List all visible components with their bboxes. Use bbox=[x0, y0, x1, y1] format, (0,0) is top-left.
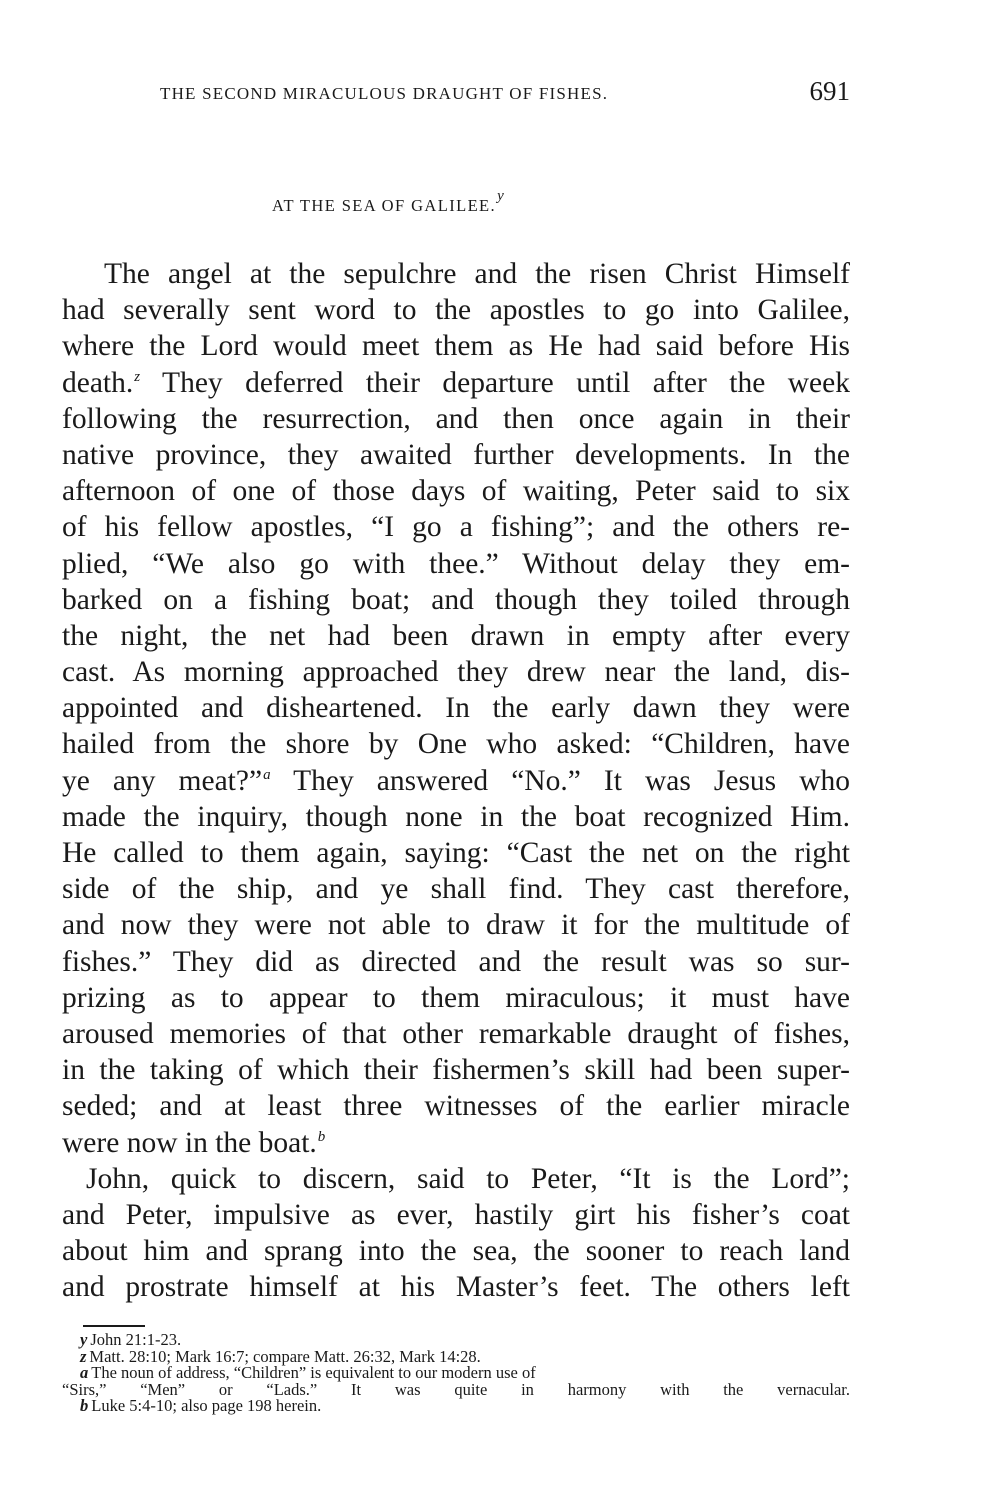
body-line: He called to them again, saying: “Cast the net on the right bbox=[62, 837, 850, 869]
running-head bbox=[160, 76, 850, 110]
running-title: THE SECOND MIRACULOUS DRAUGHT OF FISHES. bbox=[160, 84, 609, 103]
body-line: appointed and disheartened. In the early dawn they were bbox=[62, 692, 850, 725]
footnote-text: “Sirs,” “Men” or “Lads.” It was quite in harmony with the vernacular. bbox=[62, 1379, 850, 1399]
body-line: made the inquiry, though none in the boat recognized Him. bbox=[62, 800, 850, 833]
body-line: hailed from the shore by One who asked: “Children, have bbox=[62, 728, 850, 761]
footnote-mark: z bbox=[80, 1346, 87, 1366]
body-line: native province, they awaited further developments. In the bbox=[62, 438, 850, 471]
body-line bbox=[62, 1125, 850, 1161]
body-line: fishes.” They did as directed and the result was so sur- bbox=[62, 945, 850, 978]
paragraph-1 bbox=[62, 256, 850, 1161]
body-line bbox=[62, 763, 850, 799]
body-line-start: ye any meat?” bbox=[62, 764, 263, 797]
body-line: had severally sent word to the apostles to go into Galilee, bbox=[62, 294, 850, 327]
footnote-mark: a bbox=[80, 1363, 89, 1382]
body-line: prizing as to appear to them miraculous; it must have bbox=[62, 981, 850, 1014]
footnote-mark: y bbox=[80, 1330, 88, 1349]
footnote-ref-a[interactable]: a bbox=[263, 766, 271, 783]
page-number: 691 bbox=[809, 76, 850, 106]
section-heading-text: AT THE SEA OF GALILEE. bbox=[272, 196, 497, 215]
footnote-ref-y[interactable]: y bbox=[497, 188, 506, 204]
body-line-start: were now in the boat. bbox=[62, 1126, 317, 1159]
body-line: in the taking of which their fishermen’s skill had been super- bbox=[62, 1054, 850, 1087]
paragraph-2 bbox=[62, 1161, 850, 1306]
section-heading bbox=[272, 188, 506, 216]
body-line: following the resurrection, and then once again in their bbox=[62, 402, 850, 435]
footnote-divider bbox=[83, 1325, 145, 1327]
footnote-mark: b bbox=[80, 1396, 89, 1415]
footnote-text: Matt. 28:10; Mark 16:7; compare Matt. 26:32, Mark 14:28. bbox=[89, 1346, 481, 1366]
body-line: and now they were not able to draw it for the multitude of bbox=[62, 909, 850, 942]
body-text bbox=[62, 256, 850, 1305]
body-line bbox=[62, 365, 850, 401]
body-line: about him and sprang into the sea, the sooner to reach land bbox=[62, 1235, 850, 1268]
body-line: barked on a fishing boat; and though they toiled through bbox=[62, 583, 850, 616]
footnote-text: The noun of address, “Children” is equivalent to our modern use of bbox=[91, 1363, 536, 1382]
footnote-b bbox=[80, 1398, 850, 1415]
body-line: side of the ship, and ye shall find. They cast therefore, bbox=[62, 873, 850, 906]
body-line: The angel at the sepulchre and the risen Christ Himself bbox=[104, 258, 850, 290]
body-line: the night, the net had been drawn in empty after every bbox=[62, 619, 850, 652]
body-line: seded; and at least three witnesses of the earlier miracle bbox=[62, 1090, 850, 1123]
footnote-text: John 21:1-23. bbox=[90, 1330, 182, 1349]
body-line-start: death. bbox=[62, 366, 134, 399]
body-line: where the Lord would meet them as He had said before His bbox=[62, 330, 850, 363]
body-line: of his fellow apostles, “I go a fishing”; and the others re- bbox=[62, 511, 850, 544]
footnote-ref-b[interactable]: b bbox=[317, 1128, 326, 1145]
body-line: aroused memories of that other remarkable draught of fishes, bbox=[62, 1017, 850, 1050]
body-line: and prostrate himself at his Master’s feet. The others left bbox=[62, 1271, 850, 1304]
body-line: John, quick to discern, said to Peter, “It is the Lord”; bbox=[86, 1162, 850, 1195]
footnote-text: Luke 5:4-10; also page 198 herein. bbox=[91, 1396, 322, 1415]
body-line: cast. As morning approached they drew near the land, dis- bbox=[62, 656, 850, 689]
footnotes bbox=[62, 1330, 850, 1415]
body-line: afternoon of one of those days of waiting, Peter said to six bbox=[62, 475, 850, 508]
body-line: and Peter, impulsive as ever, hastily girt his fisher’s coat bbox=[62, 1198, 850, 1231]
body-line-rest: They answered “No.” It was Jesus who bbox=[293, 764, 851, 797]
body-line: plied, “We also go with thee.” Without delay they em- bbox=[62, 547, 850, 580]
body-line-rest: They deferred their departure until after the week bbox=[162, 366, 850, 399]
footnote-ref-z[interactable]: z bbox=[134, 368, 141, 385]
